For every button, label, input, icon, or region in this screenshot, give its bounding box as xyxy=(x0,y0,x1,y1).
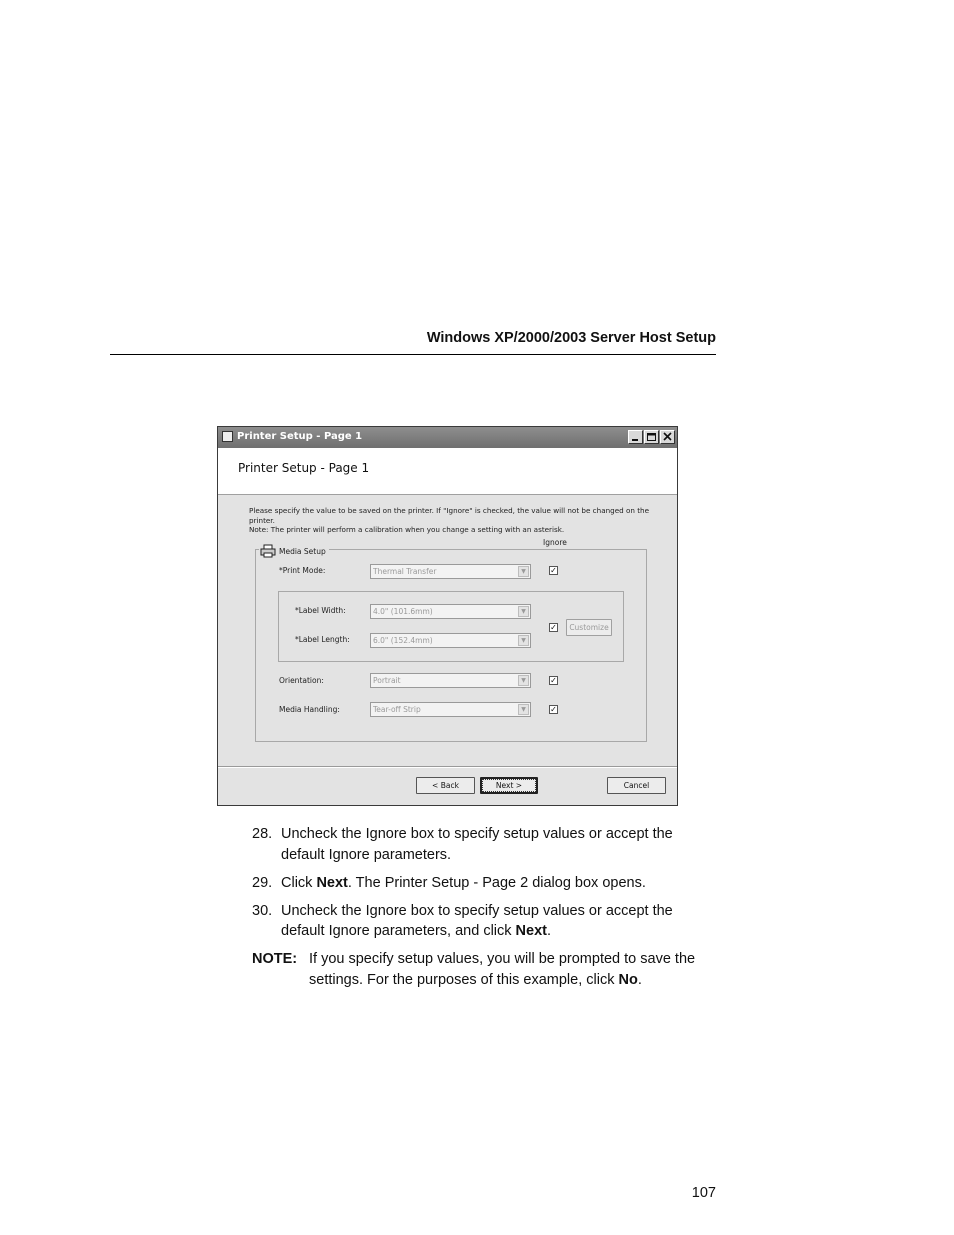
header-rule xyxy=(110,354,716,355)
orientation-select[interactable] xyxy=(370,673,531,688)
label-width-select[interactable] xyxy=(370,604,531,619)
step-text: Uncheck the Ignore box to specify setup values or accept the default Ignore parameters. xyxy=(281,826,673,863)
back-button[interactable]: < Back xyxy=(416,777,475,794)
dialog-heading: Printer Setup - Page 1 xyxy=(238,461,370,475)
cancel-button[interactable]: Cancel xyxy=(607,777,666,794)
step-text-pre: Click xyxy=(281,874,317,891)
printer-setup-dialog xyxy=(217,426,678,806)
next-button[interactable]: Next > xyxy=(480,777,538,794)
step-item xyxy=(252,824,712,865)
media-handling-label: Media Handling: xyxy=(279,705,340,714)
page-number: 107 xyxy=(691,1185,716,1201)
orientation-ignore-checkbox[interactable] xyxy=(549,676,558,685)
step-text-bold: Next xyxy=(515,923,547,939)
page-header: Windows XP/2000/2003 Server Host Setup xyxy=(426,330,716,346)
step-number: 29. xyxy=(252,874,273,891)
dialog-instructions xyxy=(249,506,669,535)
label-length-value: 6.0" (152.4mm) xyxy=(373,636,433,645)
checkmark-icon: ✓ xyxy=(550,705,557,714)
note-text-pre: If you specify setup values, you will be prompted to save the settings. For the purposes of this example, click xyxy=(309,951,696,988)
note xyxy=(252,949,712,990)
orientation-value: Portrait xyxy=(373,676,401,685)
minimize-icon[interactable] xyxy=(628,430,643,444)
maximize-icon[interactable] xyxy=(644,430,659,444)
chevron-down-icon[interactable]: ▼ xyxy=(518,635,529,646)
label-size-ignore-checkbox[interactable] xyxy=(549,623,558,632)
label-length-label: *Label Length: xyxy=(295,635,350,644)
checkmark-icon: ✓ xyxy=(550,566,557,575)
media-handling-ignore-checkbox[interactable] xyxy=(549,705,558,714)
print-mode-ignore-checkbox[interactable] xyxy=(549,566,558,575)
instruction-steps xyxy=(252,824,712,990)
print-mode-value: Thermal Transfer xyxy=(373,567,437,576)
instructions-line-1: Please specify the value to be saved on the printer. If "Ignore" is checked, the value will not be changed on the printer. xyxy=(249,506,650,525)
printer-setup-icon xyxy=(222,431,233,442)
step-text-bold: Next xyxy=(316,874,348,891)
orientation-label: Orientation: xyxy=(279,676,324,685)
chevron-down-icon[interactable]: ▼ xyxy=(518,675,529,686)
printer-icon xyxy=(260,544,276,558)
group-title-text: Media Setup xyxy=(279,546,326,556)
customize-button[interactable]: Customize xyxy=(566,619,612,636)
label-width-value: 4.0" (101.6mm) xyxy=(373,607,433,616)
media-handling-select[interactable] xyxy=(370,702,531,717)
dialog-title: Printer Setup - Page 1 xyxy=(237,431,363,442)
ignore-column-label: Ignore xyxy=(543,538,567,547)
step-number: 28. xyxy=(252,826,273,842)
step-text-post: . The Printer Setup - Page 2 dialog box opens. xyxy=(347,874,646,891)
chevron-down-icon[interactable]: ▼ xyxy=(518,704,529,715)
instructions-line-2: Note: The printer will perform a calibration when you change a setting with an asterisk. xyxy=(249,525,565,534)
step-text-post: . xyxy=(546,923,552,939)
chevron-down-icon[interactable]: ▼ xyxy=(518,566,529,577)
print-mode-label: *Print Mode: xyxy=(279,566,326,575)
chevron-down-icon[interactable]: ▼ xyxy=(518,606,529,617)
media-setup-group-title xyxy=(259,544,329,558)
label-length-select[interactable] xyxy=(370,633,531,648)
note-text-post: . xyxy=(637,971,642,988)
close-icon[interactable] xyxy=(660,430,675,444)
note-label: NOTE: xyxy=(252,951,298,967)
checkmark-icon: ✓ xyxy=(550,676,557,685)
print-mode-select[interactable] xyxy=(370,564,531,579)
dialog-titlebar[interactable] xyxy=(218,427,677,448)
step-item xyxy=(252,901,712,942)
checkmark-icon: ✓ xyxy=(550,623,557,632)
media-handling-value: Tear-off Strip xyxy=(373,705,421,714)
step-item xyxy=(252,873,712,894)
note-text-bold: No xyxy=(618,971,638,988)
step-number: 30. xyxy=(252,902,273,919)
label-width-label: *Label Width: xyxy=(295,606,346,615)
step-text-pre: Uncheck the Ignore box to specify setup values or accept the default Ignore parameters, and click xyxy=(281,902,673,939)
dialog-footer-divider xyxy=(218,766,677,768)
